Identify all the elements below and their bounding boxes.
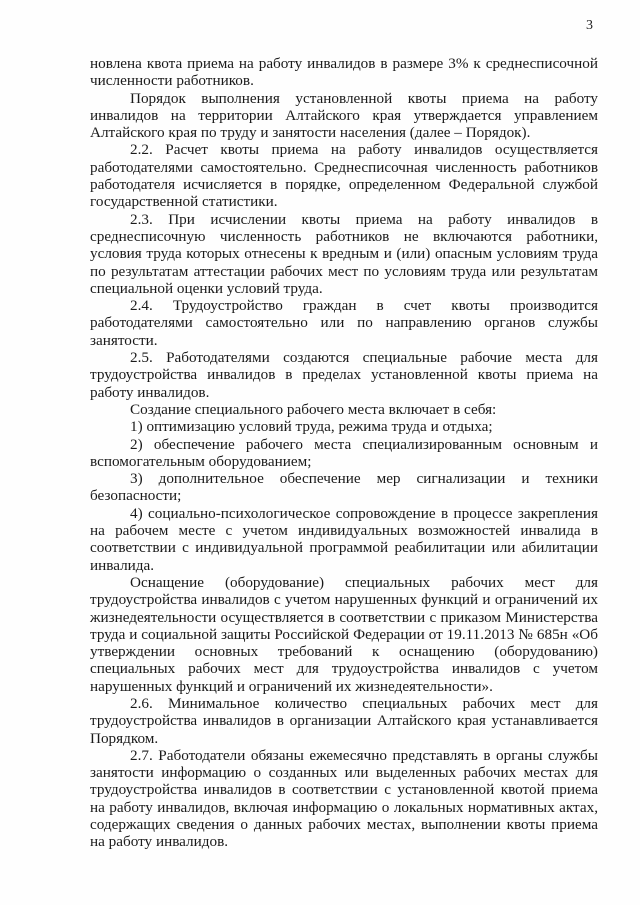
paragraph-workplace-creation: Создание специального рабочего места включает в себя: bbox=[130, 400, 497, 418]
document-body bbox=[90, 55, 598, 851]
paragraph-2-3: 2.3. При исчислении квоты приема на работу инвалидов в среднесписочную численность работников не включаются работники, условия труда которых отнесены к вредным и (или) опасным условиям труда по результатам аттестации рабочих мест по условиям труда или результатам специальной оценки условий труда. bbox=[90, 210, 598, 297]
paragraph-2-6: 2.6. Минимальное количество специальных рабочих мест для трудоустройства инвалидов в организации Алтайского края устанавливается Порядком. bbox=[90, 694, 598, 747]
list-item-3: 3) дополнительное обеспечение мер сигнализации и техники безопасности; bbox=[90, 470, 598, 505]
page-number: 3 bbox=[586, 18, 593, 33]
paragraph-procedure: Порядок выполнения установленной квоты приема на работу инвалидов на территории Алтайского края утверждается управлением Алтайского края по труду и занятости населения (далее – Порядок). bbox=[90, 89, 598, 142]
list-item-2: 2) обеспечение рабочего места специализированным основным и вспомогательным оборудованием; bbox=[90, 435, 598, 470]
paragraph-equipment: Оснащение (оборудование) специальных рабочих мест для трудоустройства инвалидов с учетом нарушенных функций и ограничений их жизнедеятельности осуществляется в соответствии с приказом Министерства труда и социальной защиты Российской Федерации от 19.11.2013 № 685н «Об утверждении основных требований к оснащению (оборудованию) специальных рабочих мест для трудоустройства инвалидов с учетом нарушенных функций и ограничений их жизнедеятельности». bbox=[90, 573, 598, 695]
paragraph-quota-continuation: новлена квота приема на работу инвалидов в размере 3% к среднесписочной численности работников. bbox=[90, 55, 598, 90]
paragraph-2-4: 2.4. Трудоустройство граждан в счет квоты производится работодателями самостоятельно или по направлению органов службы занятости. bbox=[90, 297, 598, 349]
list-item-4: 4) социально-психологическое сопровождение в процессе закрепления на рабочем месте с учетом индивидуальных возможностей инвалида в соответствии с индивидуальной программой реабилитации или абилитации инвалида. bbox=[90, 504, 598, 574]
paragraph-2-2: 2.2. Расчет квоты приема на работу инвалидов осуществляется работодателями самостоятельно. Среднесписочная численность работников работодателя исчисляется в порядке, определенном Федеральной службой государственной статистики. bbox=[90, 141, 598, 211]
paragraph-2-7: 2.7. Работодатели обязаны ежемесячно представлять в органы службы занятости информацию о созданных или выделенных рабочих местах для трудоустройства инвалидов в соответствии с установленной квотой приема на работу инвалидов, включая информацию о локальных нормативных актах, содержащих сведения о данных рабочих местах, выполнении квоты приема на работу инвалидов. bbox=[90, 746, 598, 851]
list-item-1: 1) оптимизацию условий труда, режима труда и отдыха; bbox=[130, 418, 493, 436]
paragraph-2-5: 2.5. Работодателями создаются специальные рабочие места для трудоустройства инвалидов в пределах установленной квоты приема на работу инвалидов. bbox=[90, 349, 598, 401]
